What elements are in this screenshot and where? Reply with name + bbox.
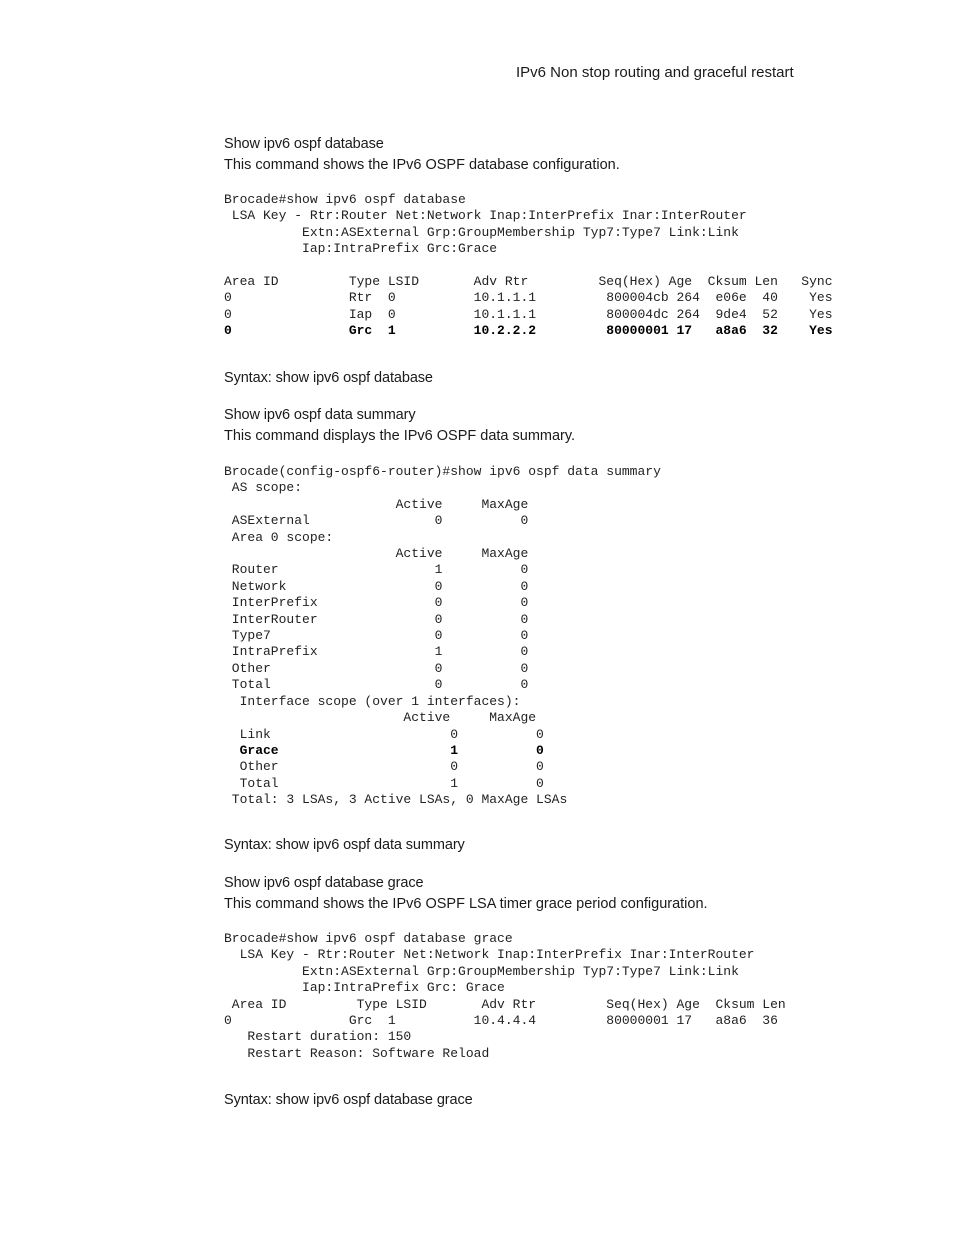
- code-line: Active MaxAge: [224, 496, 529, 512]
- section-description-database: This command shows the IPv6 OSPF database configuration.: [224, 157, 620, 173]
- code-line: IntraPrefix 1 0: [224, 644, 529, 660]
- code-line: LSA Key - Rtr:Router Net:Network Inap:InterPrefix Inar:InterRouter: [224, 947, 755, 963]
- code-line: Other 0 0: [224, 759, 544, 775]
- code-line: Active MaxAge: [224, 546, 529, 562]
- code-line: Total 1 0: [224, 775, 544, 791]
- code-line: Link 0 0: [224, 726, 544, 742]
- code-line: Other 0 0: [224, 660, 529, 676]
- code-line: LSA Key - Rtr:Router Net:Network Inap:InterPrefix Inar:InterRouter: [224, 208, 747, 224]
- section-description-data-summary: This command displays the IPv6 OSPF data summary.: [224, 428, 576, 444]
- code-line: Total 0 0: [224, 677, 529, 693]
- code-line: Brocade#show ipv6 ospf database grace: [224, 931, 513, 946]
- code-line: 0 Rtr 0 10.1.1.1 800004cb 264 e06e 40 Yes: [224, 290, 833, 306]
- code-line: Interface scope (over 1 interfaces):: [224, 693, 521, 709]
- code-line: InterPrefix 0 0: [224, 595, 529, 611]
- code-line: Area ID Type LSID Adv Rtr Seq(Hex) Age Cksum Len Sync: [224, 274, 833, 290]
- code-line: InterRouter 0 0: [224, 611, 529, 627]
- code-line: Extn:ASExternal Grp:GroupMembership Typ7:Type7 Link:Link: [224, 224, 739, 240]
- code-line: Restart duration: 150: [224, 1029, 412, 1045]
- section-heading-database: Show ipv6 ospf database: [224, 136, 384, 152]
- syntax-database: Syntax: show ipv6 ospf database: [224, 370, 433, 386]
- code-line: 0 Iap 0 10.1.1.1 800004dc 264 9de4 52 Yes: [224, 306, 833, 322]
- code-line: Brocade(config-ospf6-router)#show ipv6 ospf data summary: [224, 464, 661, 479]
- code-block-database-grace: [224, 931, 786, 1062]
- section-heading-data-summary: Show ipv6 ospf data summary: [224, 407, 416, 423]
- code-line: Restart Reason: Software Reload: [224, 1045, 490, 1061]
- code-line: Network 0 0: [224, 578, 529, 594]
- code-line: Grace 1 0: [224, 742, 544, 758]
- syntax-data-summary: Syntax: show ipv6 ospf data summary: [224, 837, 465, 853]
- code-block-data-summary: [224, 464, 661, 809]
- code-line: Extn:ASExternal Grp:GroupMembership Typ7:Type7 Link:Link: [224, 963, 739, 979]
- code-line: Area ID Type LSID Adv Rtr Seq(Hex) Age Cksum Len: [224, 996, 786, 1012]
- code-line: Area 0 scope:: [224, 529, 334, 545]
- syntax-database-grace: Syntax: show ipv6 ospf database grace: [224, 1092, 473, 1108]
- code-line: ASExternal 0 0: [224, 513, 529, 529]
- code-line: Iap:IntraPrefix Grc: Grace: [224, 980, 505, 996]
- code-block-database: [224, 192, 833, 340]
- code-line: Type7 0 0: [224, 628, 529, 644]
- section-description-database-grace: This command shows the IPv6 OSPF LSA timer grace period configuration.: [224, 896, 708, 912]
- code-line: 0 Grc 1 10.4.4.4 80000001 17 a8a6 36: [224, 1013, 778, 1029]
- code-line: Iap:IntraPrefix Grc:Grace: [224, 241, 498, 257]
- section-heading-database-grace: Show ipv6 ospf database grace: [224, 875, 424, 891]
- code-line: Brocade#show ipv6 ospf database: [224, 192, 466, 207]
- running-header: IPv6 Non stop routing and graceful restart: [516, 64, 794, 81]
- code-line: 0 Grc 1 10.2.2.2 80000001 17 a8a6 32 Yes: [224, 323, 833, 339]
- code-line: Active MaxAge: [224, 710, 537, 726]
- code-line: Total: 3 LSAs, 3 Active LSAs, 0 MaxAge LSAs: [224, 792, 568, 808]
- code-line: AS scope:: [224, 480, 303, 496]
- code-line: Router 1 0: [224, 562, 529, 578]
